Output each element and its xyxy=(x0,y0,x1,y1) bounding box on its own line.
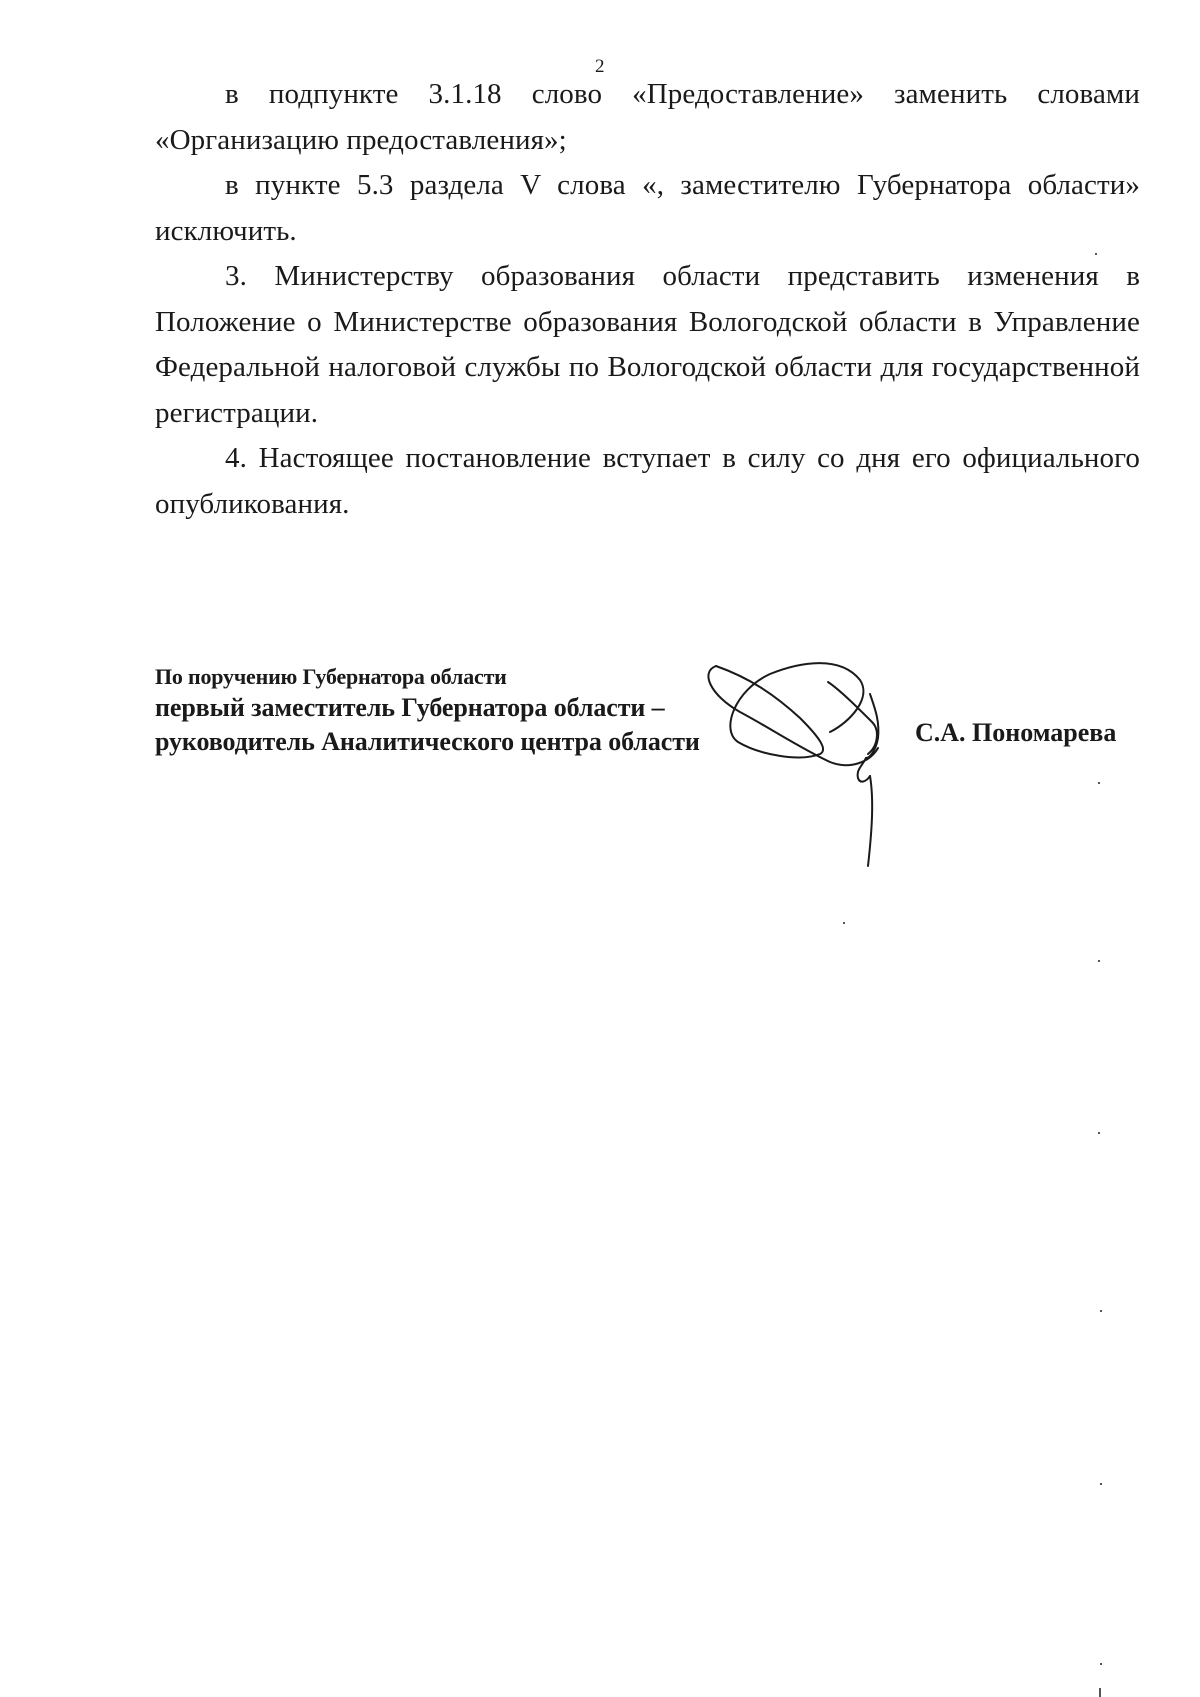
signatory-name: С.А. Пономарева xyxy=(915,718,1117,747)
signatory-position-line-2: руководитель Аналитического центра области xyxy=(155,727,700,756)
signatory-block xyxy=(155,663,700,759)
signatory-position-line-1: первый заместитель Губернатора области – xyxy=(155,693,665,722)
paragraph-item-4: 4. Настоящее постановление вступает в силу со дня его официального опубликования. xyxy=(155,442,1140,520)
page-number: 2 xyxy=(595,56,605,77)
paragraph-clause-5-3: в пункте 5.3 раздела V слова «, заместителю Губернатора области» исключить. xyxy=(155,169,1140,247)
scan-speck xyxy=(1098,960,1100,962)
paragraph-subclause-3-1-18: в подпункте 3.1.18 слово «Предоставление» заменить словами «Организацию предоставления»; xyxy=(155,78,1140,156)
paragraph-item-3: 3. Министерству образования области представить изменения в Положение о Министерстве образования Вологодской области в Управление Федеральной налоговой службы по Вологодской области для государственной регистрации. xyxy=(155,260,1140,429)
document-body xyxy=(155,72,1140,527)
scan-speck xyxy=(1100,1663,1102,1665)
scan-speck xyxy=(1098,1132,1100,1134)
scan-speck xyxy=(1100,1483,1102,1485)
scan-speck xyxy=(1095,253,1097,255)
scan-speck xyxy=(1100,1310,1102,1312)
scan-speck xyxy=(1098,782,1100,784)
scan-speck xyxy=(843,922,845,924)
by-order-line: По поручению Губернатора области xyxy=(155,664,507,689)
scan-speck xyxy=(1099,1688,1101,1697)
handwritten-signature xyxy=(680,650,920,880)
